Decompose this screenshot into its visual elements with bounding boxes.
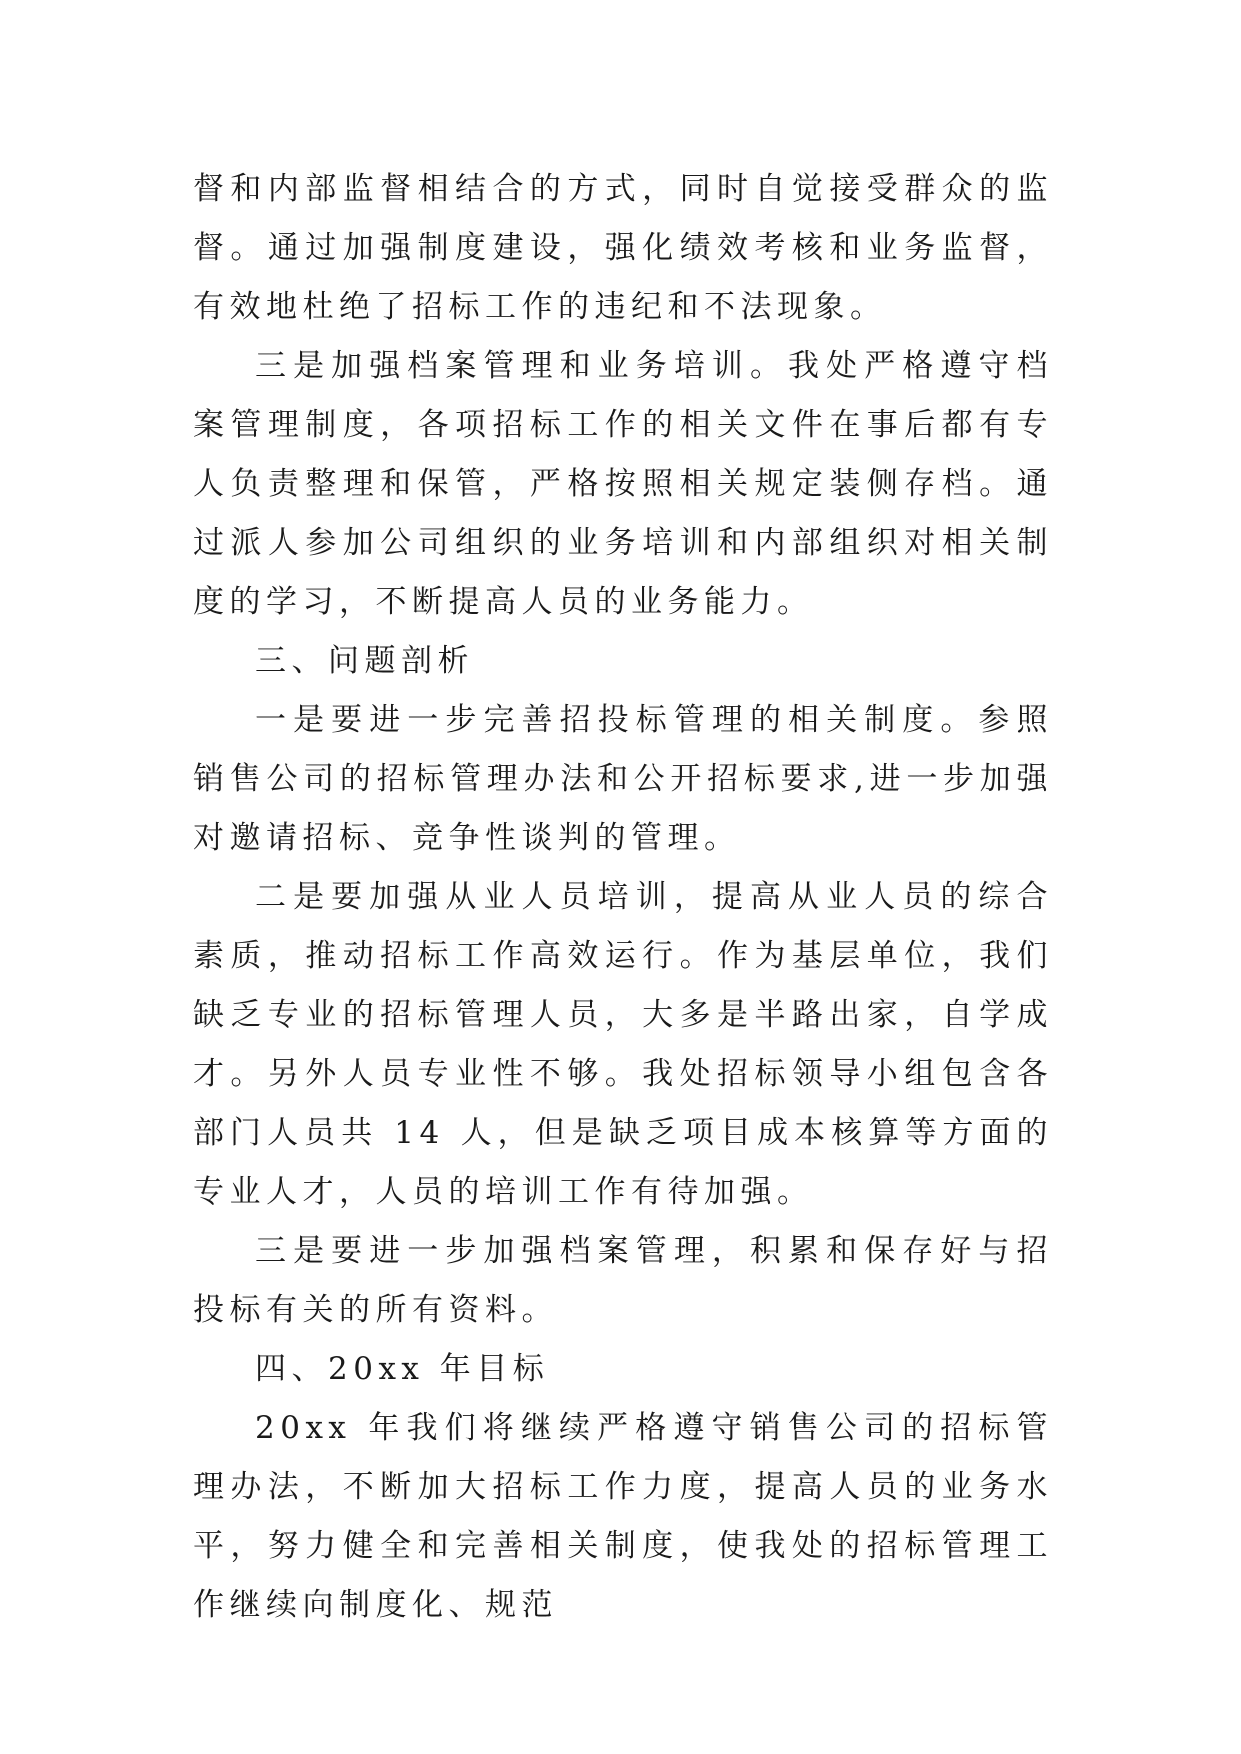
section-heading-problem-analysis: 三、问题剖析 (255, 643, 474, 679)
paragraph-archive-training: 三是加强档案管理和业务培训。我处严格遵守档案管理制度，各项招标工作的相关文件在事后都有专人负责整理和保管，严格按照相关规定装侧存档。通过派人参加公司组织的业务培训和内部组织对相关制度的学习，不断提高人员的业务能力。 (193, 348, 1053, 620)
paragraph-improve-system: 一是要进一步完善招投标管理的相关制度。参照销售公司的招标管理办法和公开招标要求,进一步加强对邀请招标、竞争性谈判的管理。 (193, 702, 1053, 856)
paragraph-continuation: 督和内部监督相结合的方式，同时自觉接受群众的监督。通过加强制度建设，强化绩效考核和业务监督，有效地杜绝了招标工作的违纪和不法现象。 (193, 171, 1053, 325)
paragraph-goals: 20xx 年我们将继续严格遵守销售公司的招标管理办法，不断加大招标工作力度，提高人员的业务水平，努力健全和完善相关制度，使我处的招标管理工作继续向制度化、规范 (193, 1410, 1053, 1623)
section-heading-goals: 四、20xx 年目标 (255, 1351, 550, 1387)
paragraph-staff-training: 二是要加强从业人员培训，提高从业人员的综合素质，推动招标工作高效运行。作为基层单位，我们缺乏专业的招标管理人员，大多是半路出家，自学成才。另外人员专业性不够。我处招标领导小组包含各部门人员共 14 人，但是缺乏项目成本核算等方面的专业人才，人员的培训工作有待加强。 (193, 879, 1053, 1210)
paragraph-archive-management: 三是要进一步加强档案管理，积累和保存好与招投标有关的所有资料。 (193, 1233, 1053, 1328)
document-body (193, 160, 1053, 1635)
